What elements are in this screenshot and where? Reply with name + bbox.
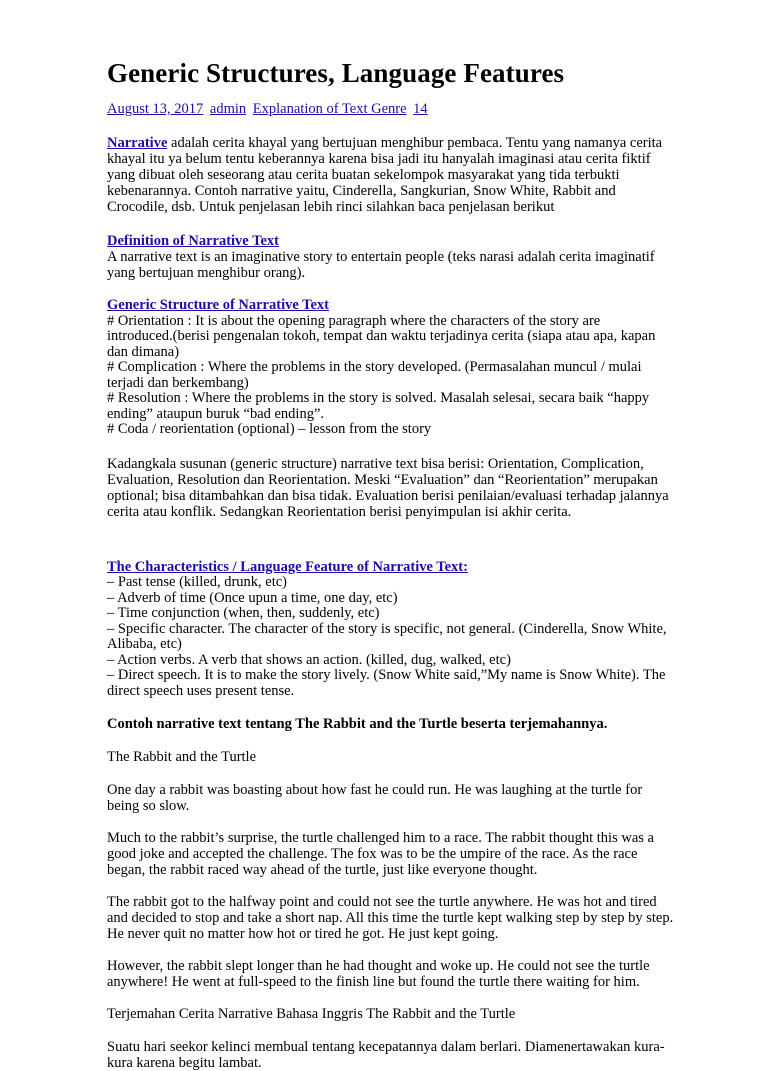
- story-paragraph: [107, 782, 704, 814]
- feature-line: Alibaba, etc): [107, 636, 182, 652]
- structure-line: introduced.(berisi pengenalan tokoh, tempat dan waktu terjadinya cerita (siapa atau apa, kapan: [107, 328, 656, 344]
- feature-line: – Past tense (killed, drunk, etc): [107, 574, 287, 590]
- story-line: He never quit no matter how hot or tired he got. He just kept going.: [107, 926, 499, 942]
- structure-line: # Orientation : It is about the opening paragraph where the characters of the story are: [107, 312, 601, 329]
- story-line: and decided to stop and take a short nap. All this time the turtle kept walking step by step by step.: [107, 910, 674, 926]
- intro-line: khayal itu ya belum tentu keberannya karena bisa jadi itu hanyalah imaginasi atau cerita fiktif: [107, 151, 651, 167]
- story-line: However, the rabbit slept longer than he had thought and woke up. He could not see the turtle: [107, 958, 650, 974]
- feature-line: – Adverb of time (Once upun a time, one day, etc): [107, 589, 398, 606]
- features-heading-link[interactable]: The Characteristics / Language Feature of Narrative Text:: [107, 558, 468, 575]
- story-line: began, the rabbit raced way ahead of the turtle, just like everyone thought.: [107, 862, 538, 878]
- translation-title: Terjemahan Cerita Narrative Bahasa Inggris The Rabbit and the Turtle: [107, 1006, 516, 1022]
- story-paragraph: [107, 830, 704, 878]
- structure-note-paragraph: [107, 456, 704, 520]
- comments-link[interactable]: 14: [413, 101, 428, 117]
- feature-line: – Specific character. The character of the story is specific, not general. (Cinderella, Snow White,: [107, 620, 667, 637]
- features-section: [107, 560, 704, 700]
- intro-line: adalah cerita khayal yang bertujuan menghibur pembaca. Tentu yang namanya cerita: [167, 135, 663, 151]
- note-line: optional; bisa ditambahkan dan bisa tidak. Evaluation berisi penilaian/evaluasi terhadap jalannya: [107, 487, 669, 504]
- story-line: being so slow.: [107, 798, 190, 814]
- story-title: The Rabbit and the Turtle: [107, 749, 257, 765]
- structure-line: dan dimana): [107, 343, 180, 360]
- translation-line: Suatu hari seekor kelinci membual tentang kecepatannya dalam berlari. Diamenertawakan kura-: [107, 1039, 665, 1055]
- definition-heading-link[interactable]: Definition of Narrative Text: [107, 233, 279, 249]
- example-heading: Contoh narrative text tentang The Rabbit and the Turtle beserta terjemahannya.: [107, 716, 608, 732]
- translation-paragraph: [107, 1039, 704, 1071]
- story-line: Much to the rabbit’s surprise, the turtle challenged him to a race. The rabbit thought this was a: [107, 830, 654, 846]
- definition-line: A narrative text is an imaginative story to entertain people (teks narasi adalah cerita imaginatif: [107, 249, 655, 265]
- intro-line: kebenarannya. Contoh narrative yaitu, Cinderella, Sangkurian, Snow White, Rabbit and: [107, 183, 616, 199]
- note-line: Evaluation, Resolution dan Reorientation. Meski “Evaluation” dan “Reorientation” merupakan: [107, 471, 658, 488]
- post-meta: [107, 100, 704, 118]
- structure-line: # Coda / reorientation (optional) – lesson from the story: [107, 421, 432, 437]
- story-line: anywhere! He went at full-speed to the finish line but found the turtle there waiting for him.: [107, 974, 640, 990]
- feature-line: – Time conjunction (when, then, suddenly, etc): [107, 605, 380, 621]
- note-line: Kadangkala susunan (generic structure) narrative text bisa berisi: Orientation, Complication,: [107, 455, 644, 472]
- feature-line: direct speech uses present tense.: [107, 682, 295, 699]
- intro-paragraph: [107, 135, 704, 215]
- intro-line: yang dibuat oleh seseorang atau cerita buatan sekelompok masyarakat yang tida terbukti: [107, 167, 620, 183]
- author-link[interactable]: admin: [209, 101, 247, 117]
- structure-line: # Resolution : Where the problems in the story is solved. Masalah selesai, secara baik “happy: [107, 390, 650, 406]
- structure-heading-link[interactable]: Generic Structure of Narrative Text: [107, 297, 330, 313]
- note-line: cerita atau konflik. Sedangkan Reorientation berisi penyimpulan isi akhir cerita.: [107, 503, 572, 520]
- structure-line: # Complication : Where the problems in the story developed. (Permasalahan muncul / mulai: [107, 359, 642, 375]
- feature-line: – Direct speech. It is to make the story lively. (Snow White said,”My name is Snow White). The: [107, 667, 666, 683]
- intro-line: Crocodile, dsb. Untuk penjelasan lebih rinci silahkan baca penjelasan berikut: [107, 199, 555, 215]
- article-title: Generic Structures, Language Features: [107, 58, 565, 88]
- definition-section: [107, 233, 704, 281]
- structure-section: [107, 298, 704, 438]
- post-date-link[interactable]: August 13, 2017: [107, 101, 204, 117]
- structure-line: ending” ataupun buruk “bad ending”.: [107, 405, 325, 422]
- story-paragraph: [107, 958, 704, 990]
- translation-line: kura karena begitu lambat.: [107, 1055, 262, 1071]
- story-line: good joke and accepted the challenge. The fox was to be the umpire of the race. As the race: [107, 846, 638, 862]
- story-line: The rabbit got to the halfway point and could not see the turtle anywhere. He was hot and tired: [107, 894, 657, 910]
- story-paragraph: [107, 894, 704, 942]
- narrative-link[interactable]: Narrative: [107, 135, 168, 151]
- definition-line: yang bertujuan menghibur orang).: [107, 265, 306, 281]
- story-line: One day a rabbit was boasting about how fast he could run. He was laughing at the turtle for: [107, 782, 643, 798]
- category-link[interactable]: Explanation of Text Genre: [252, 101, 407, 117]
- feature-line: – Action verbs. A verb that shows an action. (killed, dug, walked, etc): [107, 651, 511, 668]
- structure-line: terjadi dan berkembang): [107, 374, 249, 391]
